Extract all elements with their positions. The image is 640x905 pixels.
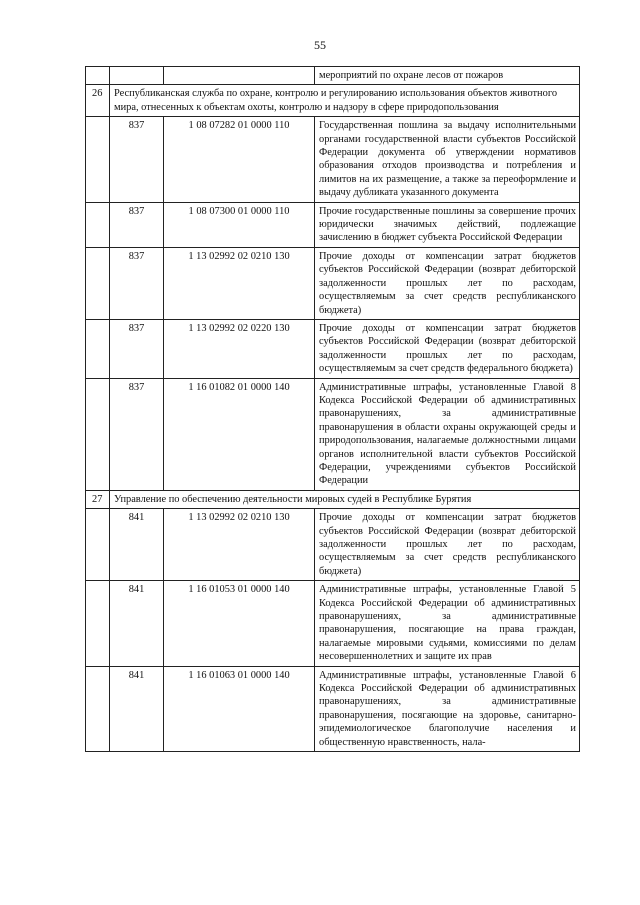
page-number: 55	[314, 38, 326, 52]
table-row	[86, 117, 580, 202]
description-cell: Административные штрафы, установленные Главой 5 Кодекса Российской Федерации об административных правонарушениях, за административные правонарушения, посягающие на права граждан, налагаемые мировыми судьями, комиссиями по делам несовершеннолетних и защите их прав	[315, 581, 580, 666]
kbk-cell: 1 13 02992 02 0210 130	[164, 509, 315, 581]
number-cell	[86, 67, 110, 85]
section-header-row	[86, 490, 580, 508]
description-cell: Прочие доходы от компенсации затрат бюджетов субъектов Российской Федерации (возврат дебиторской задолженности прошлых лет по расходам, осуществляемым за счет средств республиканского бюджета)	[315, 509, 580, 581]
admin-code-cell: 837	[110, 319, 164, 378]
kbk-cell	[164, 67, 315, 85]
kbk-cell: 1 08 07282 01 0000 110	[164, 117, 315, 202]
section-title: Управление по обеспечению деятельности мировых судей в Республике Бурятия	[110, 490, 580, 508]
admin-code-cell: 837	[110, 378, 164, 490]
description-cell: Административные штрафы, установленные Главой 8 Кодекса Российской Федерации об административных правонарушениях, за административные правонарушения в области охраны окружающей среды и природопользования, налагаемые должностными лицами органов исполнительной власти субъектов Российской Федерации, учреждениями субъектов Российской Федерации	[315, 378, 580, 490]
table-row	[86, 509, 580, 581]
admin-code-cell: 841	[110, 509, 164, 581]
number-cell	[86, 117, 110, 202]
admin-code-cell: 837	[110, 202, 164, 247]
number-cell	[86, 509, 110, 581]
admin-code-cell: 841	[110, 666, 164, 751]
table-row	[86, 378, 580, 490]
description-cell: Прочие доходы от компенсации затрат бюджетов субъектов Российской Федерации (возврат дебиторской задолженности прошлых лет по расходам, осуществляемым за счет средств республиканского бюджета)	[315, 247, 580, 319]
kbk-cell: 1 16 01053 01 0000 140	[164, 581, 315, 666]
description-cell: Прочие доходы от компенсации затрат бюджетов субъектов Российской Федерации (возврат дебиторской задолженности прошлых лет по расходам, осуществляемым за счет средств федерального бюджета)	[315, 319, 580, 378]
section-title: Республиканская служба по охране, контролю и регулированию использования объектов животного мира, отнесенных к объектам охоты, контролю и надзору в сфере природопользования	[110, 85, 580, 117]
admin-code-cell: 837	[110, 117, 164, 202]
table-row	[86, 202, 580, 247]
kbk-cell: 1 16 01063 01 0000 140	[164, 666, 315, 751]
description-cell: Прочие государственные пошлины за совершение прочих юридически значимых действий, подлежащие зачислению в бюджет субъекта Российской Федерации	[315, 202, 580, 247]
table-row	[86, 581, 580, 666]
description-cell: мероприятий по охране лесов от пожаров	[315, 67, 580, 85]
kbk-cell: 1 13 02992 02 0210 130	[164, 247, 315, 319]
section-number: 27	[86, 490, 110, 508]
section-header-row	[86, 85, 580, 117]
admin-code-cell: 841	[110, 581, 164, 666]
description-cell: Административные штрафы, установленные Главой 6 Кодекса Российской Федерации об административных правонарушениях, за административные правонарушения, посягающие на здоровье, санитарно-эпидемиологическое благополучие населения и общественную нравственность, нала-	[315, 666, 580, 751]
table-row	[86, 247, 580, 319]
admin-code-cell: 837	[110, 247, 164, 319]
number-cell	[86, 202, 110, 247]
kbk-cell: 1 16 01082 01 0000 140	[164, 378, 315, 490]
continuation-row	[86, 67, 580, 85]
number-cell	[86, 319, 110, 378]
budget-codes-table	[85, 66, 580, 752]
number-cell	[86, 247, 110, 319]
table-row	[86, 666, 580, 751]
number-cell	[86, 666, 110, 751]
description-cell: Государственная пошлина за выдачу исполнительными органами государственной власти субъектов Российской Федерации документа об утверждении нормативов образования отходов производства и потребления и лимитов на их размещение, а также за переоформление и выдачу дубликата указанного документа	[315, 117, 580, 202]
number-cell	[86, 581, 110, 666]
kbk-cell: 1 13 02992 02 0220 130	[164, 319, 315, 378]
number-cell	[86, 378, 110, 490]
section-number: 26	[86, 85, 110, 117]
table-body	[86, 67, 580, 752]
table-row	[86, 319, 580, 378]
admin-code-cell	[110, 67, 164, 85]
kbk-cell: 1 08 07300 01 0000 110	[164, 202, 315, 247]
